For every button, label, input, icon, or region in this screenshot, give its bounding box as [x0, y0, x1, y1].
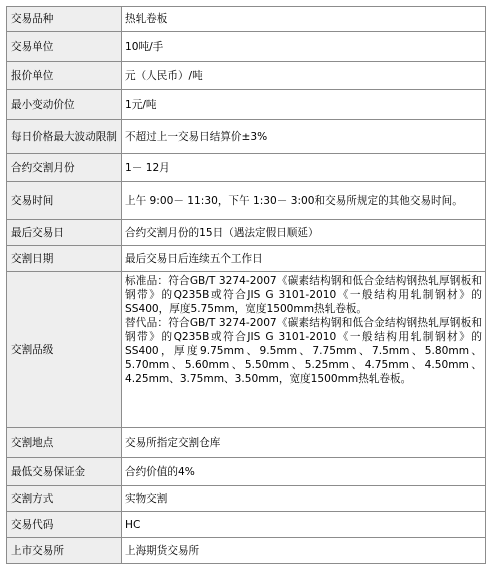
- table-row: [7, 428, 486, 458]
- row-value: 合约交割月份的15日（遇法定假日顺延）: [122, 220, 486, 246]
- row-value: 10吨/手: [122, 32, 486, 62]
- contract-spec-table: [6, 6, 486, 564]
- table-row: [7, 458, 486, 486]
- row-label: 交割日期: [7, 246, 122, 272]
- row-label: 交割方式: [7, 486, 122, 512]
- row-value: 合约价值的4%: [122, 458, 486, 486]
- table-row: [7, 220, 486, 246]
- table-row: [7, 120, 486, 154]
- row-value: 元（人民币）/吨: [122, 62, 486, 90]
- row-label: 最小变动价位: [7, 90, 122, 120]
- table-row: [7, 32, 486, 62]
- table-row: [7, 486, 486, 512]
- row-label: 报价单位: [7, 62, 122, 90]
- row-value: 最后交易日后连续五个工作日: [122, 246, 486, 272]
- row-value: 上海期货交易所: [122, 538, 486, 564]
- table-row: [7, 512, 486, 538]
- row-value: 热轧卷板: [122, 7, 486, 32]
- row-label: 交易时间: [7, 182, 122, 220]
- table-row: [7, 154, 486, 182]
- delivery-grade-cell: [122, 272, 486, 428]
- row-value: 1－ 12月: [122, 154, 486, 182]
- row-label: 最低交易保证金: [7, 458, 122, 486]
- row-label: 交易代码: [7, 512, 122, 538]
- row-label: 交割品级: [7, 272, 122, 428]
- row-label: 上市交易所: [7, 538, 122, 564]
- row-label: 交易品种: [7, 7, 122, 32]
- row-value: 实物交割: [122, 486, 486, 512]
- row-label: 交易单位: [7, 32, 122, 62]
- row-label: 合约交割月份: [7, 154, 122, 182]
- row-value: 不超过上一交易日结算价±3%: [122, 120, 486, 154]
- substitute-grade-text: 替代品：符合GB/T 3274-2007《碳素结构钢和低合金结构钢热轧厚钢板和钢带》的Q235B或符合JIS G 3101-2010《一般结构用轧制钢材》的SS400，厚度9.75mm、9.5mm、7.75mm、7.5mm、5.80mm、5.70mm、5.60mm、5.50mm、5.25mm、4.75mm、4.50mm、4.25mm、3.75mm、3.50mm，宽度1500mm热轧卷板。: [125, 317, 482, 385]
- row-value: HC: [122, 512, 486, 538]
- table-row: [7, 246, 486, 272]
- standard-grade-text: 标准品：符合GB/T 3274-2007《碳素结构钢和低合金结构钢热轧厚钢板和钢带》的Q235B或符合JIS G 3101-2010《一般结构用轧制钢材》的SS400，厚度5.75mm，宽度1500mm热轧卷板。: [125, 275, 482, 315]
- row-label: 交割地点: [7, 428, 122, 458]
- row-value: 1元/吨: [122, 90, 486, 120]
- table-row: [7, 62, 486, 90]
- table-row: [7, 182, 486, 220]
- row-label: 最后交易日: [7, 220, 122, 246]
- row-label: 每日价格最大波动限制: [7, 120, 122, 154]
- table-row: [7, 90, 486, 120]
- table-row: [7, 538, 486, 564]
- row-value: 交易所指定交割仓库: [122, 428, 486, 458]
- row-value: 上午 9:00－ 11:30，下午 1:30－ 3:00和交易所规定的其他交易时间。: [122, 182, 486, 220]
- table-row: [7, 7, 486, 32]
- table-row: [7, 272, 486, 428]
